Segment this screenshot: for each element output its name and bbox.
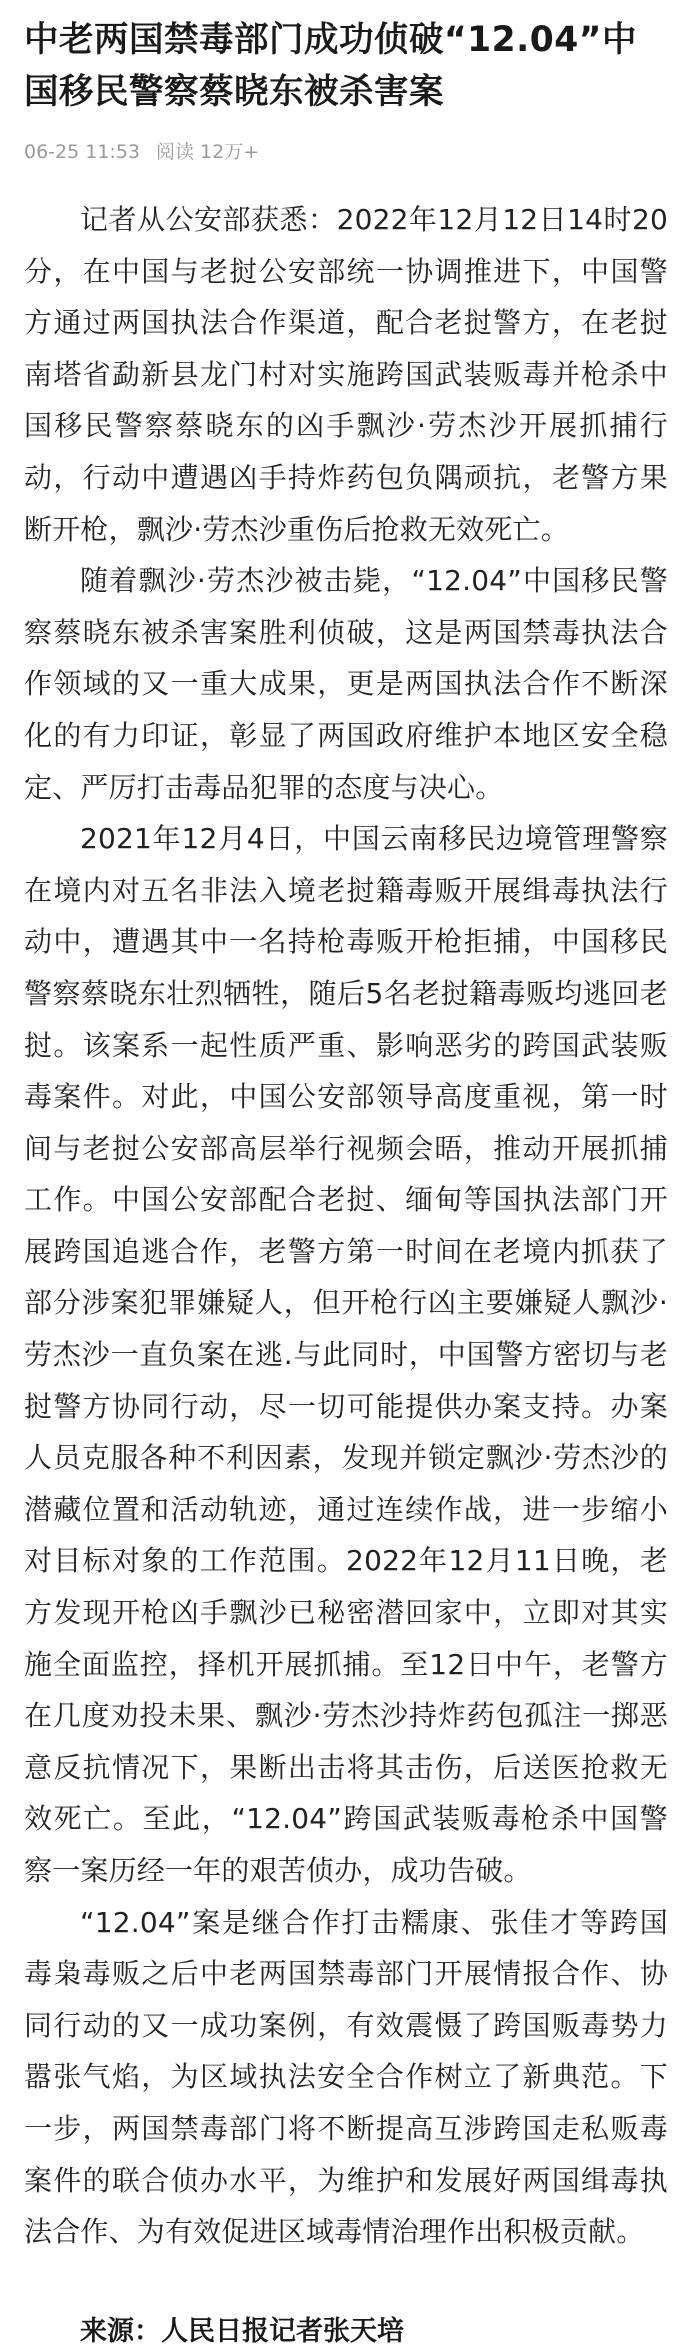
read-count: 阅读 12万+ xyxy=(156,141,260,163)
article-body xyxy=(24,194,668,2258)
paragraph-2: 随着飘沙·劳杰沙被击毙，“12.04”中国移民警察蔡晓东被杀害案胜利侦破，这是两国禁毒执法合作领域的又一重大成果，更是两国执法合作不断深化的有力印证，彰显了两国政府维护本地区安全稳定、严厉打击毒品犯罪的态度与决心。 xyxy=(24,564,668,804)
article xyxy=(24,0,668,2352)
paragraph-1: 记者从公安部获悉：2022年12月12日14时20分，在中国与老挝公安部统一协调推进下，中国警方通过两国执法合作渠道，配合老挝警方，在老挝南塔省勐新县龙门村对实施跨国武装贩毒并枪杀中国移民警察蔡晓东的凶手飘沙·劳杰沙开展抓捕行动，行动中遭遇凶手持炸药包负隅顽抗，老警方果断开枪，飘沙·劳杰沙重伤后抢救无效死亡。 xyxy=(24,203,668,546)
article-source: 来源：人民日报记者张天培 xyxy=(80,2315,404,2347)
publish-time: 06-25 11:53 xyxy=(24,141,141,163)
article-title: 中老两国禁毒部门成功侦破“12.04”中国移民警察蔡晓东被杀害案 xyxy=(24,20,637,112)
article-meta xyxy=(24,138,668,166)
paragraph-4: “12.04”案是继合作打击糯康、张佳才等跨国毒枭毒贩之后中老两国禁毒部门开展情报合作、协同行动的又一成功案例，有效震慑了跨国贩毒势力嚣张气焰，为区域执法安全合作树立了新典范。下一步，两国禁毒部门将不断提高互涉跨国走私贩毒案件的联合侦办水平，为维护和发展好两国缉毒执法合作、为有效促进区域毒情治理作出积极贡献。 xyxy=(24,1905,668,2249)
paragraph-3: 2021年12月4日，中国云南移民边境管理警察在境内对五名非法入境老挝籍毒贩开展缉毒执法行动中，遭遇其中一名持枪毒贩开枪拒捕，中国移民警察蔡晓东壮烈牺牲，随后5名老挝籍毒贩均逃回老挝。该案系一起性质严重、影响恶劣的跨国武装贩毒案件。对此，中国公安部领导高度重视，第一时间与老挝公安部高层举行视频会晤，推动开展抓捕工作。中国公安部配合老挝、缅甸等国执法部门开展跨国追逃合作，老警方第一时间在老境内抓获了部分涉案犯罪嫌疑人，但开枪行凶主要嫌疑人飘沙·劳杰沙一直负案在逃.与此同时，中国警方密切与老挝警方协同行动，尽一切可能提供办案支持。办案人员克服各种不利因素，发现并锁定飘沙·劳杰沙的潜藏位置和活动轨迹，通过连续作战，进一步缩小对目标对象的工作范围。2022年12月11日晚，老方发现开枪凶手飘沙已秘密潜回家中，立即对其实施全面监控，择机开展抓捕。至12日中午，老警方在几度劝投未果、飘沙·劳杰沙持炸药包孤注一掷恶意反抗情况下，果断出击将其击伤，后送医抢救无效死亡。至此，“12.04”跨国武装贩毒枪杀中国警察一案历经一年的艰苦侦办，成功告破。 xyxy=(24,822,668,1887)
